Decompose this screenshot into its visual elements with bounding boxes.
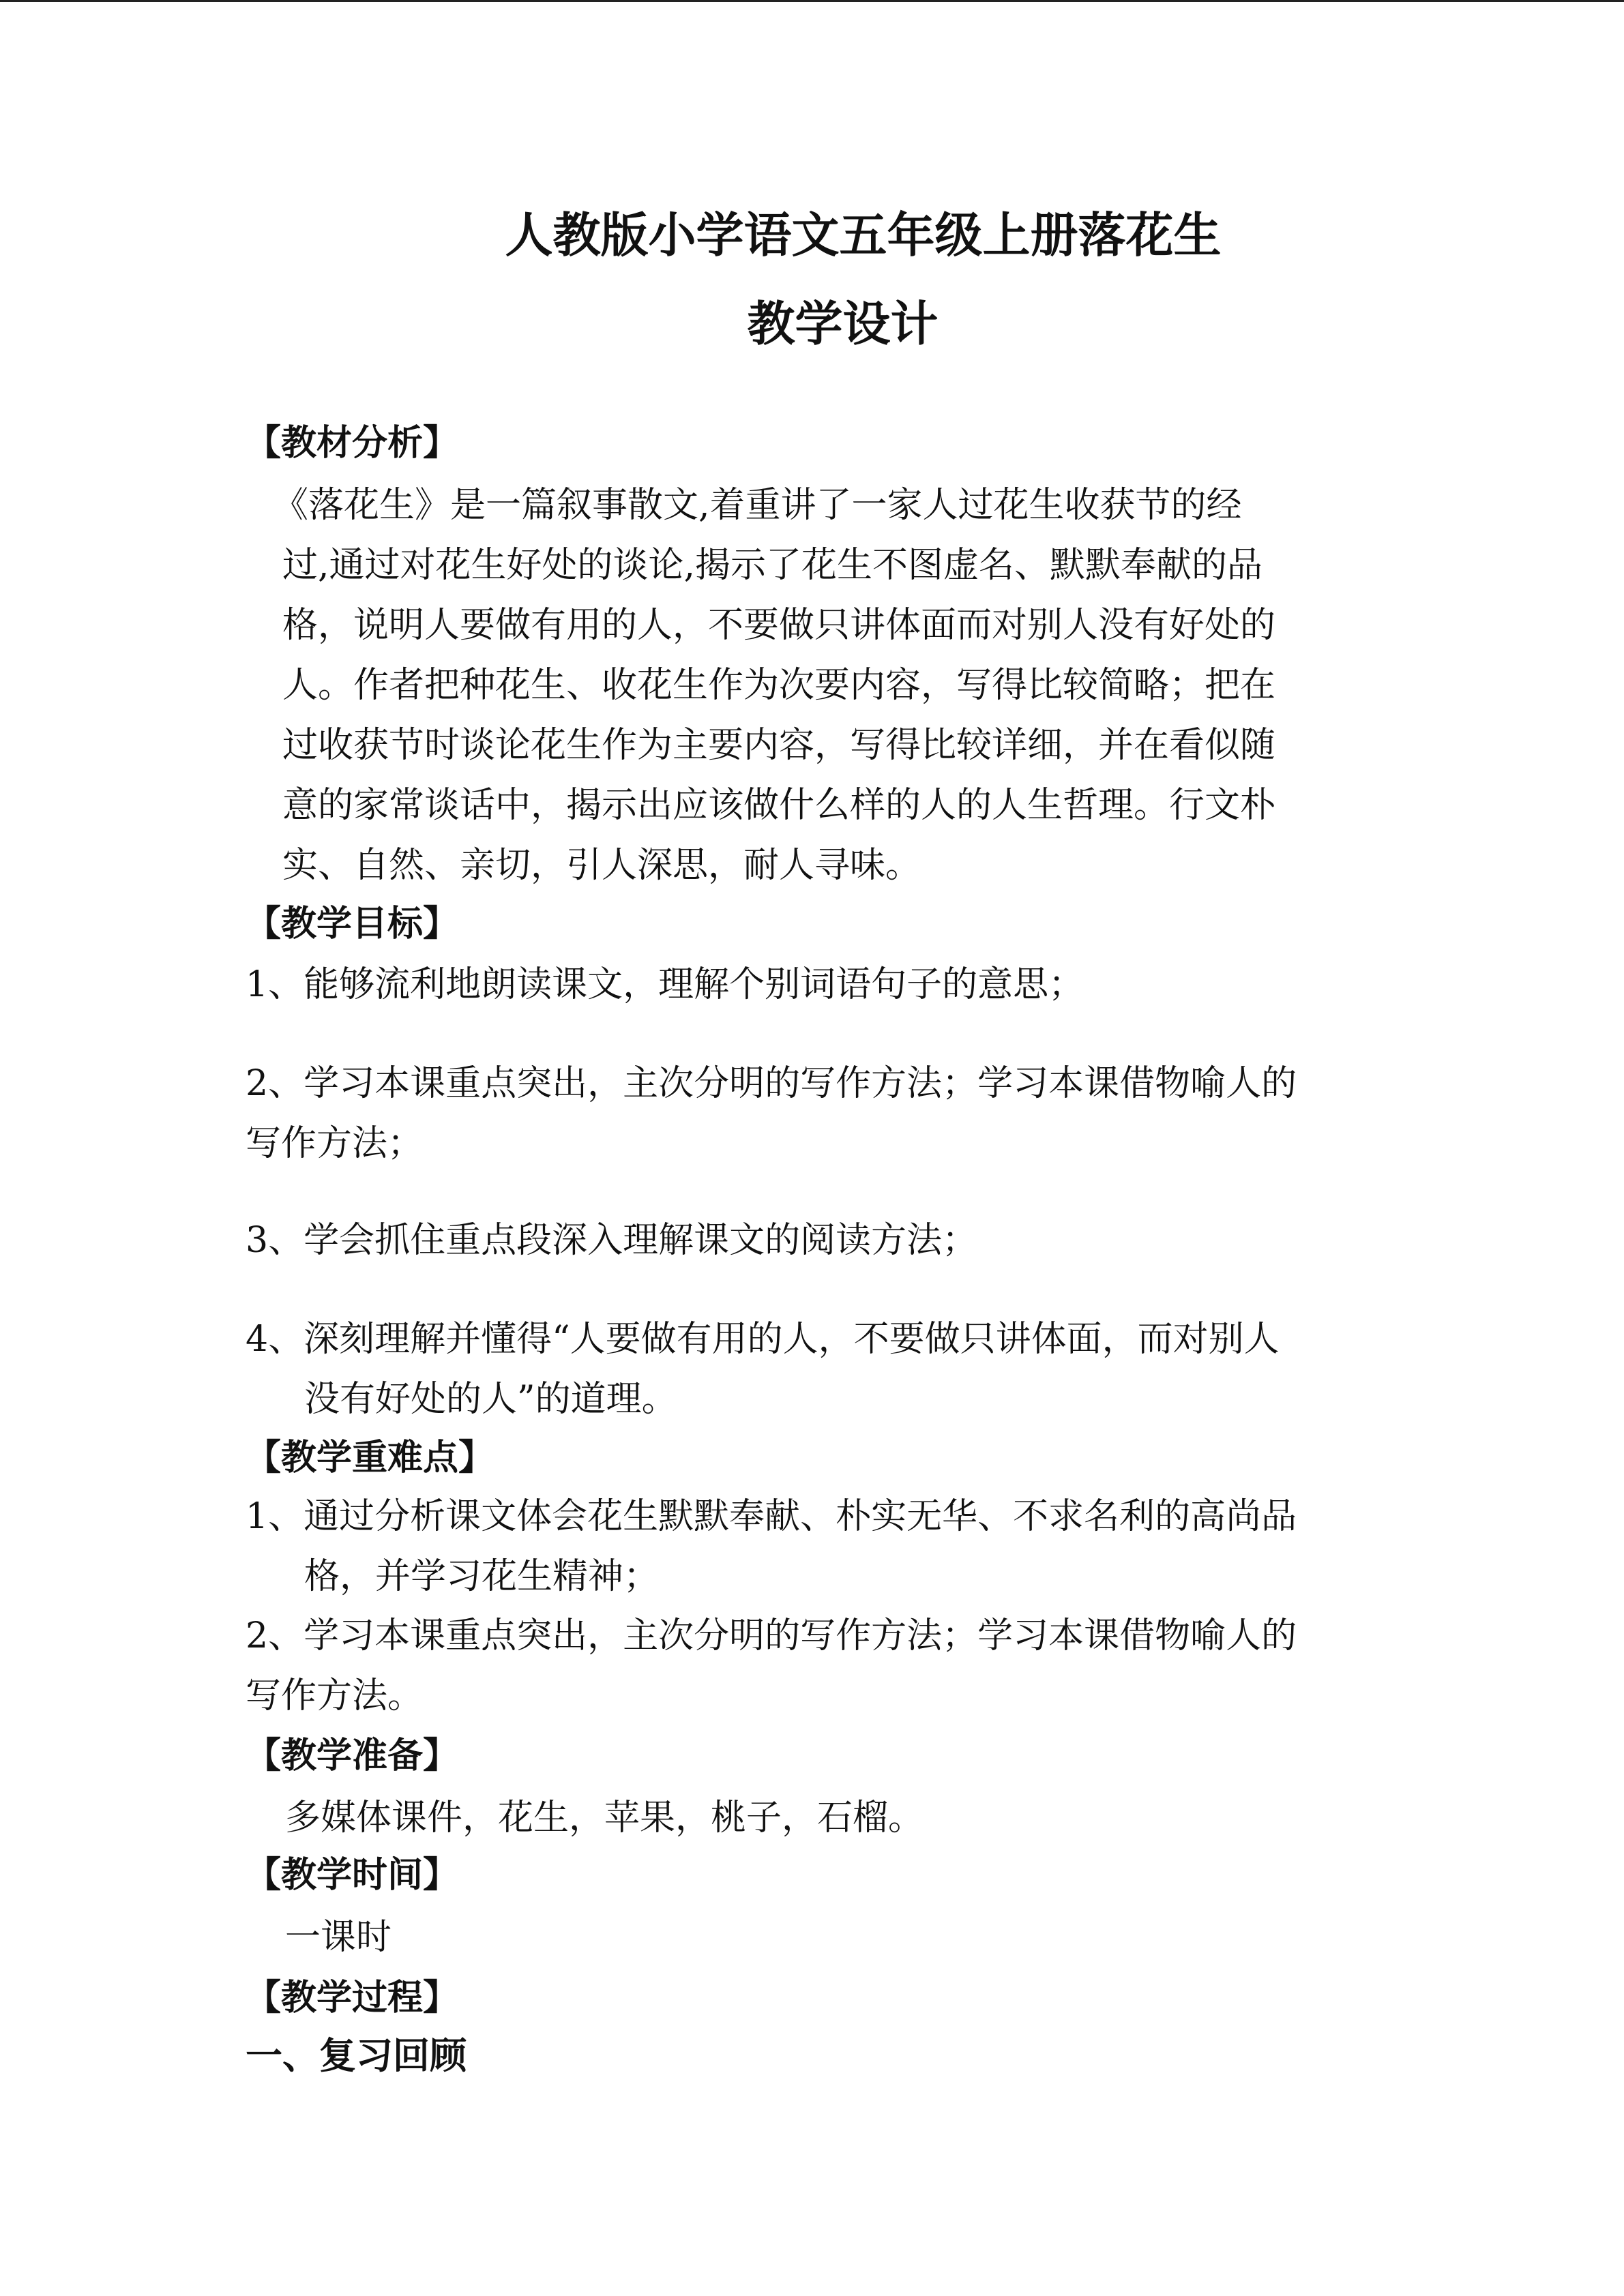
preparation-text: 多媒体课件，花生，苹果，桃子，石榴。 [285,1798,924,1838]
goal-item-3: 3、学会抓住重点段深入理解课文的阅读方法； [246,1220,978,1261]
analysis-line: 实、自然、亲切，引人深思，耐人寻味。 [282,845,921,886]
key-point-2-line: 写作方法。 [246,1675,424,1716]
key-point-2 [246,1606,1297,1726]
heading-goals: 【教学目标】 [246,904,459,944]
goal-item-4-line: 没有好处的人”的道理。 [304,1379,677,1420]
analysis-line: 过,通过对花生好处的谈论,揭示了花生不图虚名、默默奉献的品 [282,545,1263,586]
document-subtitle: 教学设计 [747,296,939,352]
heading-key-points: 【教学重难点】 [246,1437,494,1478]
analysis-line: 格，说明人要做有用的人，不要做只讲体面而对别人没有好处的 [282,605,1276,646]
heading-process: 【教学过程】 [246,1978,459,2018]
heading-time: 【教学时间】 [246,1855,459,1896]
heading-preparation: 【教学准备】 [246,1735,459,1776]
document-title: 人教版小学语文五年级上册落花生 [505,207,1222,263]
analysis-line: 意的家常谈话中，揭示出应该做什么样的人的人生哲理。行文朴 [282,785,1276,826]
goal-item-4 [246,1309,1280,1429]
heading-analysis: 【教材分析】 [246,423,459,464]
analysis-paragraph [273,475,1275,895]
process-step-1: 一、复习回顾 [246,2034,467,2077]
goal-item-4-line: 4、深刻理解并懂得“人要做有用的人，不要做只讲体面，而对别人 [246,1319,1280,1360]
goal-item-2 [246,1054,1297,1174]
key-point-1 [246,1487,1297,1607]
key-point-1-line: 格，并学习花生精神； [304,1556,660,1597]
goal-item-2-line: 写作方法； [246,1123,424,1164]
analysis-line: 过收获节时谈论花生作为主要内容，写得比较详细，并在看似随 [282,725,1276,766]
goal-item-1: 1、能够流利地朗读课文，理解个别词语句子的意思； [246,964,1084,1005]
key-point-2-line: 2、学习本课重点突出，主次分明的写作方法；学习本课借物喻人的 [246,1615,1297,1656]
key-point-1-line: 1、通过分析课文体会花生默默奉献、朴实无华、不求名利的高尚品 [246,1496,1297,1537]
goal-item-2-line: 2、学习本课重点突出，主次分明的写作方法；学习本课借物喻人的 [246,1063,1297,1104]
analysis-line: 人。作者把种花生、收花生作为次要内容，写得比较简略；把在 [282,665,1276,706]
top-border [0,0,1624,2]
analysis-line: 《落花生》是一篇叙事散文,着重讲了一家人过花生收获节的经 [273,485,1242,526]
time-text: 一课时 [285,1917,392,1958]
